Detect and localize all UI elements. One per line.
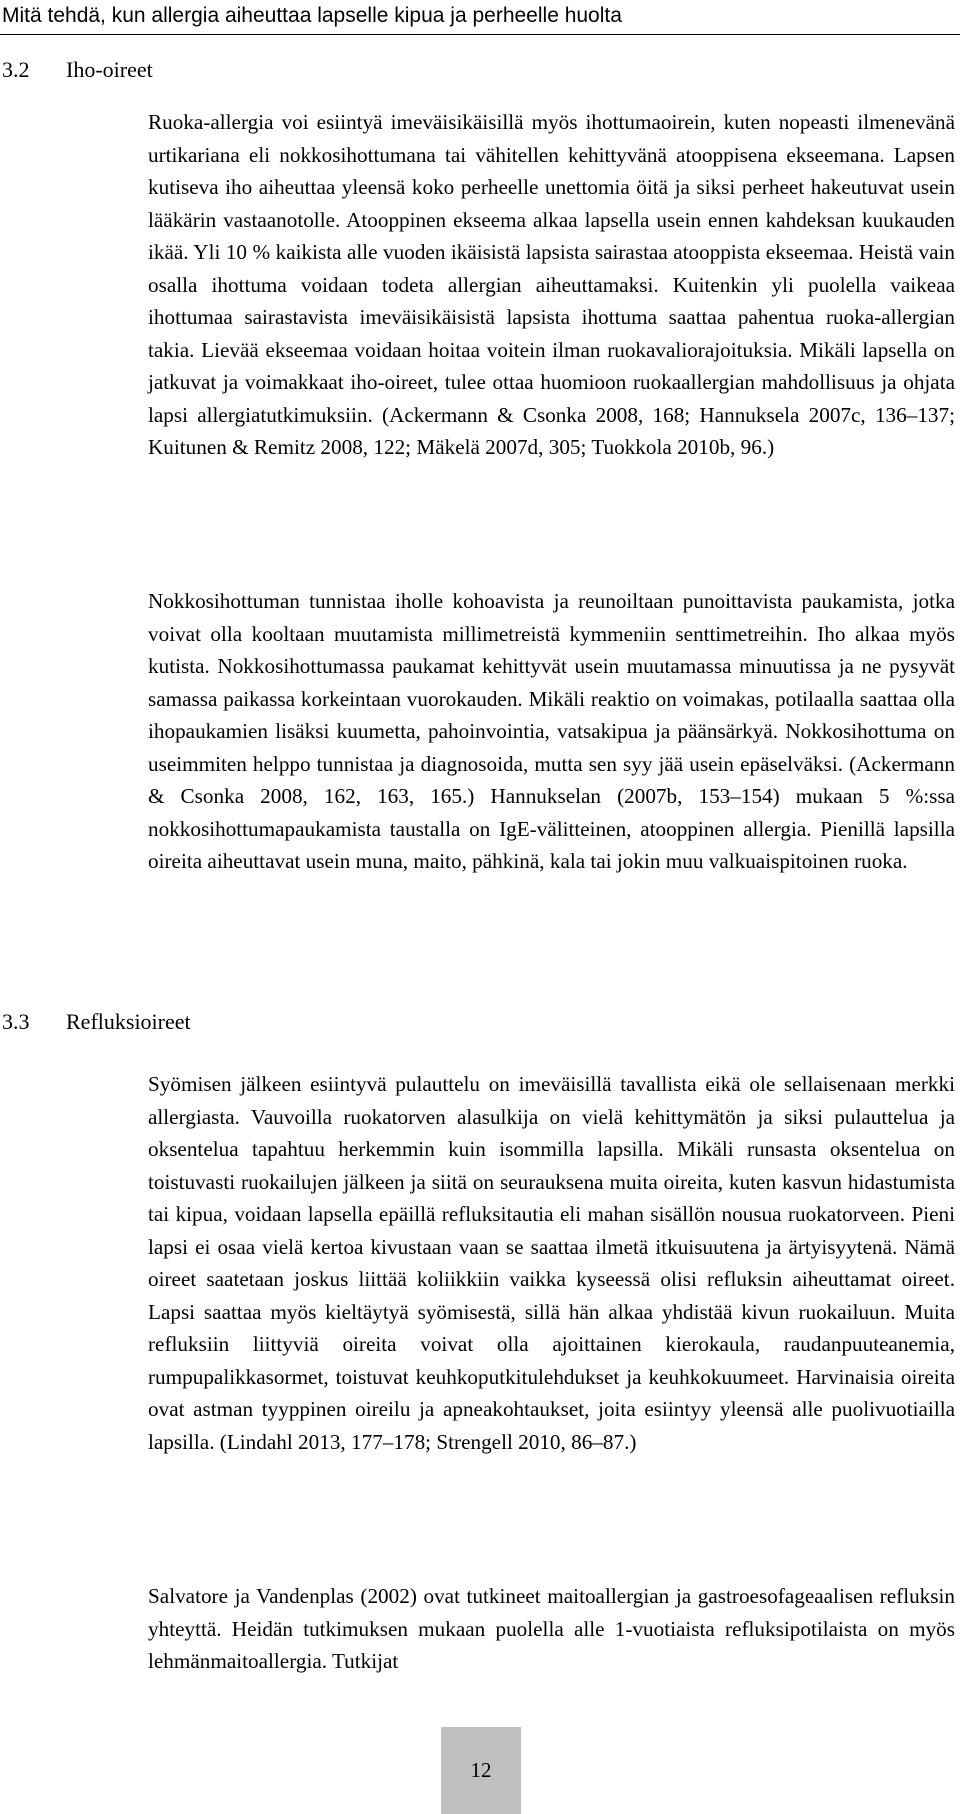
paragraph-urticaria: Nokkosihottuman tunnistaa iholle kohoavista ja reunoiltaan punoittavista paukamista, jotka voivat olla kooltaan muutamista millimetreistä kymmeniin senttimetreihin. Iho alkaa myös kutista. Nokkosihottumassa paukamat kehittyvät usein muutamassa minuutissa ja ne pysyvät samassa paikassa korkeintaan vuorokauden. Mikäli reaktio on voimakas, potilaalla saattaa olla ihopaukamien lisäksi kuumetta, pahoinvointia, vatsakipua ja päänsärkyä. Nokkosihottuma on useimmiten helppo tunnistaa ja diagnosoida, mutta sen syy jää usein epäselväksi. (Ackermann & Csonka 2008, 162, 163, 165.) Hannukselan (2007b, 153–154) mukaan 5 %:ssa nokkosihottumapaukamista taustalla on IgE-välitteinen, atooppinen allergia. Pienillä lapsilla oireita aiheuttavat usein muna, maito, pähkinä, kala tai jokin muu valkuaispitoinen ruoka. xyxy=(148,589,955,873)
section-heading-3-3 xyxy=(2,1008,191,1036)
section-number: 3.2 xyxy=(2,57,30,82)
section-heading-3-2 xyxy=(2,56,153,84)
paragraph-skin-eczema: Ruoka-allergia voi esiintyä imeväisikäisillä myös ihottumaoirein, kuten nopeasti ilmenevänä urtikariana eli nokkosihottumana tai vähitellen kehittyvänä atooppisena ekseemana. Lapsen kutiseva iho aiheuttaa yleensä koko perheelle unettomia öitä ja siksi perheet hakeutuvat usein lääkärin vastaanotolle. Atooppinen ekseema alkaa lapsella usein ennen kahdeksan kuukauden ikää. Yli 10 % kaikista alle vuoden ikäisistä lapsista sairastaa atooppista ekseemaa. Heistä vain osalla ihottuma voidaan todeta allergian aiheuttamaksi. Kuitenkin yli puolella vaikeaa ihottumaa sairastavista imeväisikäisistä lapsista ihottuma saattaa pahentua ruoka-allergian takia. Lievää ekseemaa voidaan hoitaa voitein ilman ruokavaliorajoituksia. Mikäli lapsella on jatkuvat ja voimakkaat iho-oireet, tulee ottaa huomioon ruokaallergian mahdollisuus ja ohjata lapsi allergiatutkimuksiin. (Ackermann & Csonka 2008, 168; Hannuksela 2007c, 136–137; Kuitunen & Remitz 2008, 122; Mäkelä 2007d, 305; Tuokkola 2010b, 96.) xyxy=(148,110,955,459)
paragraph-reflux: Syömisen jälkeen esiintyvä pulauttelu on imeväisillä tavallista eikä ole sellaisenaan merkki allergiasta. Vauvoilla ruokatorven alasulkija on vielä kehittymätön ja siksi pulauttelua ja oksentelua tapahtuu herkemmin kuin isommilla lapsilla. Mikäli runsasta oksentelua on toistuvasti ruokailujen jälkeen ja siitä on seurauksena muita oireita, kuten kasvun hidastumista tai kipua, voidaan lapsella epäillä refluksitautia eli mahan sisällön nousua ruokatorveen. Pieni lapsi ei osaa vielä kertoa kivustaan vaan se saattaa ilmetä itkuisuutena ja ärtyisyytenä. Nämä oireet saatetaan joskus liittää koliikkiin vaikka kyseessä olisi refluksin aiheuttamat oireet. Lapsi saattaa myös kieltäytyä syömisestä, sillä hän alkaa yhdistää kivun ruokailuun. Muita refluksiin liittyviä oireita voivat olla ajoittainen kierokaula, raudanpuuteanemia, rumpupalikkasormet, toistuvat keuhkoputkitulehdukset ja keuhkokuumeet. Harvinaisia oireita ovat astman tyyppinen oireilu ja apneakohtaukset, joita esiintyy yleensä alle puolivuotiailla lapsilla. (Lindahl 2013, 177–178; Strengell 2010, 86–87.) xyxy=(148,1072,955,1454)
paragraph-reflux-study: Salvatore ja Vandenplas (2002) ovat tutkineet maitoallergian ja gastroesofageaalisen refluksin yhteyttä. Heidän tutkimuksen mukaan puolella alle 1-vuotiaista refluksipotilaista on myös lehmänmaitoallergia. Tutkijat xyxy=(148,1584,955,1673)
header-rule xyxy=(0,34,960,35)
section-number: 3.3 xyxy=(2,1009,30,1034)
section-title: Refluksioireet xyxy=(66,1009,191,1034)
page-number: 12 xyxy=(441,1727,521,1814)
section-title: Iho-oireet xyxy=(66,57,153,82)
running-header: Mitä tehdä, kun allergia aiheuttaa lapselle kipua ja perheelle huolta xyxy=(2,4,622,27)
